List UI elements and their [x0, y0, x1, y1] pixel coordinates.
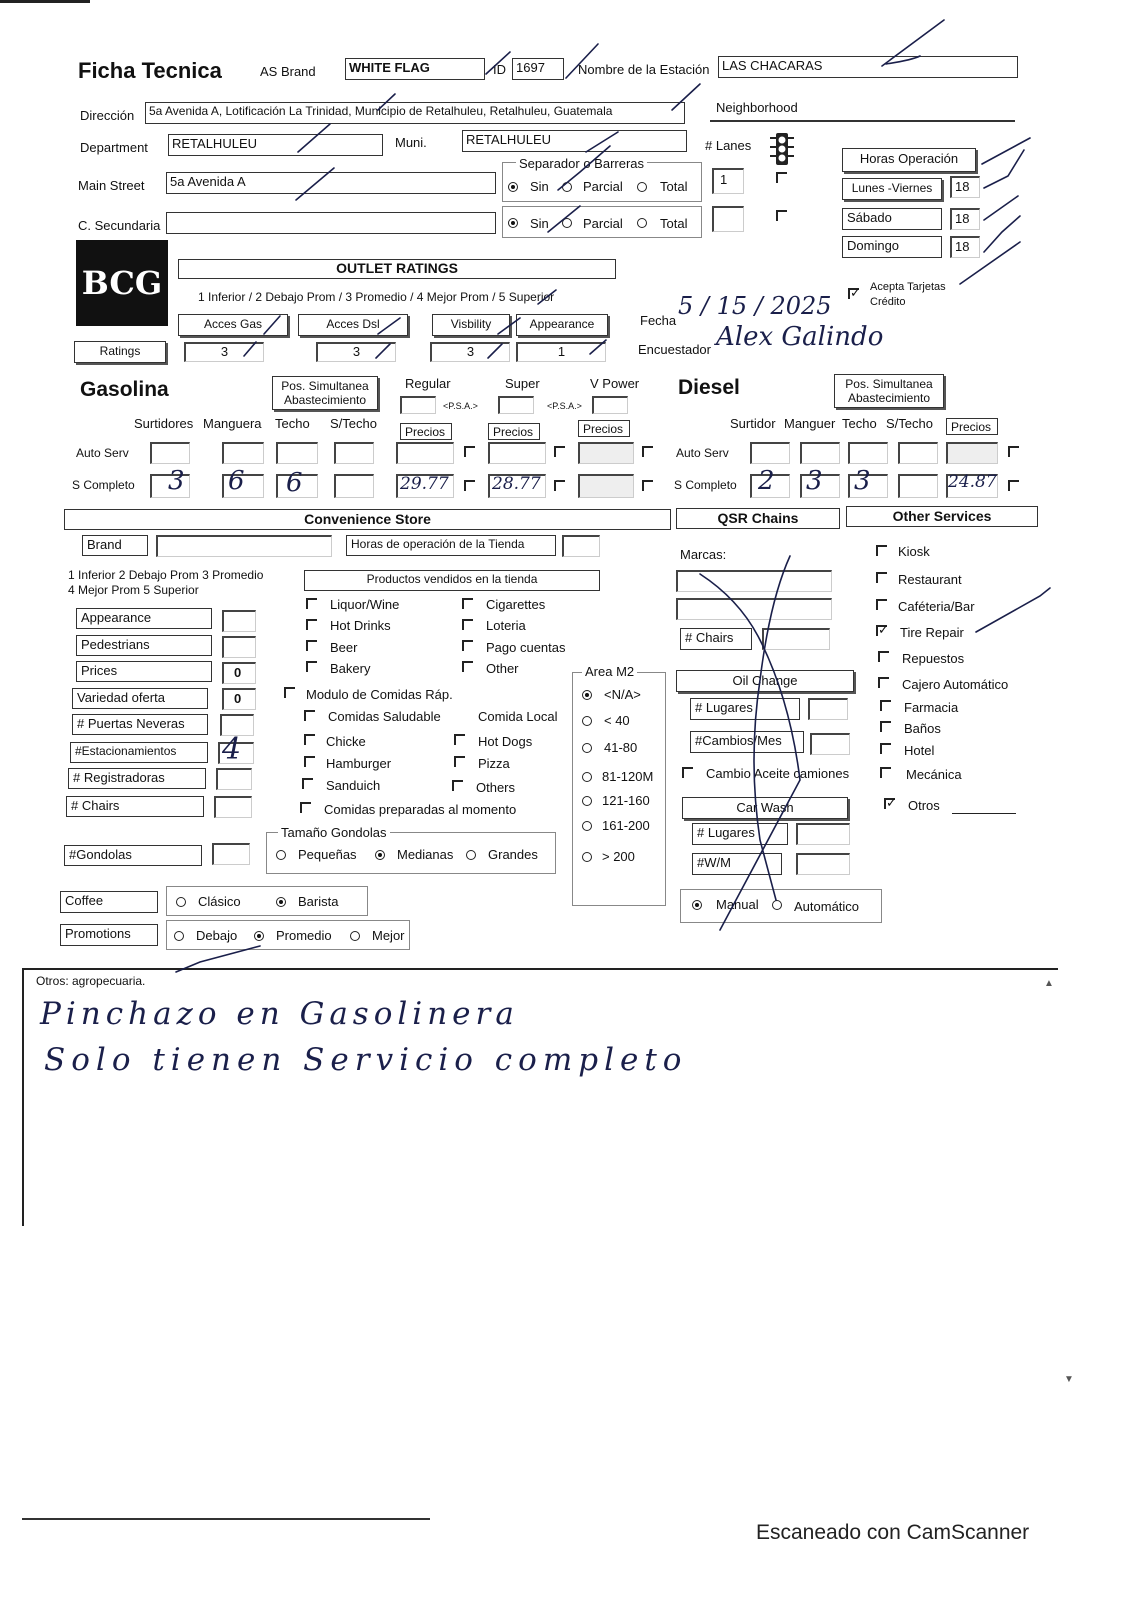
qsr-strike-icon [700, 574, 800, 930]
muni-label: Muni. [395, 135, 427, 150]
gas-scompleto-label: S Completo [72, 478, 135, 492]
gondola-medium-label: Medianas [397, 847, 454, 862]
regular-precios-label: Precios [400, 423, 452, 440]
gas-sc-super-price[interactable]: 28.77 [492, 474, 541, 494]
camscanner-footer: Escaneado con CamScanner [756, 1521, 1030, 1544]
metric-estacionamientos-field[interactable]: 4 [222, 732, 242, 767]
area-lt40-label: < 40 [604, 713, 630, 728]
coffee-classic-label: Clásico [198, 894, 241, 909]
product-loteria-label: Loteria [486, 618, 526, 633]
gas-col-surtidores: Surtidores [134, 416, 194, 431]
fecha-label: Fecha [640, 313, 677, 328]
store-hours-label: Horas de operación de la Tienda [346, 535, 556, 556]
food-others-label: Others [476, 780, 516, 795]
store-scale: 1 Inferior 2 Debajo Prom 3 Promedio 4 Mejor Prom 5 Superior [68, 568, 264, 597]
area-81-120-label: 81-120M [602, 769, 654, 784]
food-saludable-label: Comidas Saludable [328, 709, 441, 724]
diesel-sc-surtidor[interactable]: 2 [758, 466, 775, 496]
check-tire-repair-icon [976, 588, 1050, 632]
vpower-label: V Power [590, 376, 640, 391]
promo-below-label: Debajo [196, 928, 238, 943]
appearance-rating-label: Appearance [516, 314, 608, 336]
acces-dsl-label: Acces Dsl [298, 314, 408, 336]
fast-food-label: Modulo de Comidas Ráp. [306, 687, 453, 702]
main-street-field[interactable]: 5a Avenida A [166, 172, 496, 194]
address-label: Dirección [80, 108, 135, 123]
product-pagocuentas-label: Pago cuentas [486, 640, 566, 655]
service-atm-label: Cajero Automático [902, 677, 1009, 692]
diesel-col-surtidor: Surtidor [730, 416, 776, 431]
address-field[interactable]: 5a Avenida A, Lotificación La Trinidad, Municipio de Retalhuleu, Retalhuleu, Guatemala [145, 102, 685, 124]
service-banos-label: Baños [904, 721, 941, 736]
car-wash-title: Car Wash [682, 797, 848, 819]
qsr-chains-title: QSR Chains [676, 508, 840, 529]
main-street-label: Main Street [78, 178, 145, 193]
department-label: Department [80, 140, 148, 155]
service-repuestos-label: Repuestos [902, 651, 965, 666]
promo-better-label: Mejor [372, 928, 405, 943]
qsr-chairs-label: # Chairs [680, 628, 752, 650]
id-label: ID [493, 62, 506, 77]
product-hotdrinks-label: Hot Drinks [330, 618, 391, 633]
wash-manual-label: Manual [716, 897, 759, 912]
convenience-store-title: Convenience Store [64, 509, 671, 530]
diesel-autoserv-label: Auto Serv [676, 446, 729, 460]
regular-label: Regular [405, 376, 451, 391]
store-brand-label: Brand [82, 535, 148, 556]
area-title: Area M2 [582, 664, 637, 679]
diesel-col-manguer: Manguer [784, 416, 836, 431]
appearance-rating-field[interactable]: 1 [516, 342, 606, 362]
metric-variedad-field[interactable]: 0 [222, 688, 256, 710]
diesel-sc-manguer[interactable]: 3 [806, 466, 823, 496]
fecha-value[interactable]: 5 / 15 / 2025 [678, 292, 832, 320]
separator-parcial-label: Parcial [583, 179, 623, 194]
separator-sec-parcial-label: Parcial [583, 216, 623, 231]
service-restaurant-label: Restaurant [898, 572, 962, 587]
notes-left-border [22, 968, 24, 1226]
metric-chairs-label: # Chairs [66, 796, 204, 817]
weekday-hours-field[interactable]: 18 [950, 176, 980, 198]
diesel-sc-techo[interactable]: 3 [854, 466, 871, 496]
service-hotel-label: Hotel [904, 743, 935, 758]
regular-psa-label: <P.S.A.> [443, 401, 478, 411]
metric-appearance-label: Appearance [76, 608, 212, 629]
acces-gas-label: Acces Gas [178, 314, 288, 336]
diesel-col-stecho: S/Techo [886, 416, 933, 431]
acces-dsl-field[interactable]: 3 [316, 342, 396, 362]
oil-lugares-label: # Lugares [690, 698, 800, 720]
notes-typed[interactable]: Otros: agropecuaria. [36, 974, 146, 988]
notes-handwritten-line-2[interactable]: Solo tienen Servicio completo [44, 1042, 688, 1078]
product-cigarettes-label: Cigarettes [486, 597, 546, 612]
products-title: Productos vendidos en la tienda [304, 570, 600, 591]
station-field[interactable]: LAS CHACARAS [718, 56, 1018, 78]
gas-sc-manguera[interactable]: 6 [228, 466, 245, 496]
separator-sin-label: Sin [530, 179, 549, 194]
separator-sec-sin-label: Sin [530, 216, 549, 231]
diesel-precios-label: Precios [946, 418, 998, 435]
diesel-sc-price[interactable]: 24.87 [948, 472, 997, 492]
gondolas-count-label: #Gondolas [64, 845, 202, 866]
diesel-pos-simultanea: Pos. Simultanea Abastecimiento [834, 374, 944, 408]
food-hotdogs-label: Hot Dogs [478, 734, 533, 749]
separator-sec-total-label: Total [660, 216, 688, 231]
gas-col-stecho: S/Techo [330, 416, 377, 431]
form-title: Ficha Tecnica [78, 58, 222, 83]
area-gt200-label: > 200 [602, 849, 635, 864]
separator-title: Separador o Barreras [516, 156, 647, 171]
service-mecanica-label: Mecánica [906, 767, 962, 782]
saturday-hours-field[interactable]: 18 [950, 208, 980, 230]
gas-col-manguera: Manguera [203, 416, 262, 431]
hours-title: Horas Operación [842, 148, 976, 172]
as-brand-label: AS Brand [260, 64, 316, 79]
gas-pos-simultanea: Pos. Simultanea Abastecimiento [272, 376, 378, 410]
truck-oil-label: Cambio Aceite camiones [706, 766, 850, 781]
gas-sc-regular-price[interactable]: 29.77 [400, 474, 449, 494]
notes-handwritten-line-1[interactable]: Pinchazo en Gasolinera [40, 996, 519, 1032]
metric-prices-label: Prices [76, 661, 212, 682]
wash-wm-label: #W/M [692, 853, 782, 875]
gas-autoserv-label: Auto Serv [76, 446, 129, 460]
metric-registradoras-label: # Registradoras [68, 768, 206, 789]
product-other-label: Other [486, 661, 519, 676]
lanes-main-field[interactable]: 1 [712, 168, 744, 194]
super-precios-label: Precios [488, 423, 540, 440]
wash-auto-label: Automático [794, 899, 860, 914]
super-psa-label: <P.S.A.> [547, 401, 582, 411]
scroll-up-icon[interactable]: ▲ [1044, 978, 1054, 989]
gas-sc-techo[interactable]: 6 [286, 468, 303, 498]
department-field[interactable]: RETALHULEU [168, 134, 383, 156]
metric-pedestrians-label: Pedestrians [76, 635, 212, 656]
oil-change-title: Oil Change [676, 670, 854, 692]
service-tire-repair-label: Tire Repair [900, 625, 964, 640]
product-bakery-label: Bakery [330, 661, 371, 676]
super-label: Super [505, 376, 540, 391]
muni-field[interactable]: RETALHULEU [462, 130, 687, 152]
acces-gas-field[interactable]: 3 [184, 342, 264, 362]
outlet-ratings-title: OUTLET RATINGS [178, 259, 616, 279]
promotions-label: Promotions [60, 924, 158, 946]
bottom-line [22, 1518, 430, 1520]
coffee-label: Coffee [60, 891, 158, 913]
diesel-scompleto-label: S Completo [674, 478, 737, 492]
separator-total-label: Total [660, 179, 688, 194]
ratings-label: Ratings [74, 341, 166, 363]
product-beer-label: Beer [330, 640, 358, 655]
visibility-label: Visbility [432, 314, 510, 336]
service-otros-label: Otros [908, 798, 940, 813]
gondola-size-title: Tamaño Gondolas [278, 825, 390, 840]
service-kiosk-label: Kiosk [898, 544, 930, 559]
gas-col-techo: Techo [275, 416, 310, 431]
neighborhood-label: Neighborhood [716, 100, 798, 115]
gondola-small-label: Pequeñas [298, 847, 357, 862]
lanes-label: # Lanes [705, 138, 752, 153]
sunday-hours-field[interactable]: 18 [950, 236, 980, 258]
gas-sc-surtidores[interactable]: 3 [168, 466, 185, 496]
weekday-label: Lunes -Viernes [842, 178, 942, 200]
encuestador-label: Encuestador [638, 342, 711, 357]
visibility-field[interactable]: 3 [430, 342, 510, 362]
metric-estacionamientos-label: #Estacionamientos [70, 742, 208, 763]
secondary-street-label: C. Secundaria [78, 218, 161, 233]
area-161-200-label: 161-200 [602, 818, 650, 833]
food-local-label: Comida Local [478, 709, 558, 724]
food-pizza-label: Pizza [478, 756, 510, 771]
food-chicke-label: Chicke [326, 734, 366, 749]
ratings-scale: 1 Inferior / 2 Debajo Prom / 3 Promedio / 4 Mejor Prom / 5 Superior [198, 290, 555, 304]
diesel-col-techo: Techo [842, 416, 877, 431]
gasolina-title: Gasolina [80, 378, 169, 401]
wash-lugares-label: # Lugares [692, 823, 788, 845]
promo-avg-label: Promedio [276, 928, 332, 943]
metric-puertas-label: # Puertas Neveras [72, 714, 208, 735]
bcg-logo: BCG [76, 240, 168, 326]
qsr-marcas-label: Marcas: [680, 547, 727, 562]
area-na-label: <N/A> [604, 687, 641, 702]
coffee-barista-label: Barista [298, 894, 339, 909]
service-farmacia-label: Farmacia [904, 700, 959, 715]
vpower-precios-label: Precios [578, 420, 630, 437]
area-121-160-label: 121-160 [602, 793, 650, 808]
encuestador-value[interactable]: Alex Galindo [716, 322, 884, 352]
credit-card-label: Acepta Tarjetas Crédito [870, 281, 946, 308]
area-41-80-label: 41-80 [604, 740, 638, 755]
food-hamburger-label: Hamburger [326, 756, 392, 771]
id-field[interactable]: 1697 [512, 58, 564, 80]
metric-variedad-label: Variedad oferta [72, 688, 208, 709]
saturday-label: Sábado [842, 208, 942, 230]
food-sanduich-label: Sanduich [326, 778, 381, 793]
gondola-large-label: Grandes [488, 847, 538, 862]
other-services-title: Other Services [846, 506, 1038, 527]
metric-prices-field[interactable]: 0 [222, 662, 256, 684]
station-label: Nombre de la Estación [578, 62, 710, 77]
product-liquor-label: Liquor/Wine [330, 597, 400, 612]
food-prepared-label: Comidas preparadas al momento [324, 802, 517, 817]
brand-field[interactable]: WHITE FLAG [345, 58, 485, 80]
service-cafeteria-label: Caféteria/Bar [898, 599, 975, 614]
scroll-down-icon[interactable]: ▼ [1064, 1374, 1074, 1385]
diesel-title: Diesel [678, 376, 740, 399]
oil-cambios-label: #Cambios/Mes [690, 731, 804, 753]
sunday-label: Domingo [842, 236, 942, 258]
